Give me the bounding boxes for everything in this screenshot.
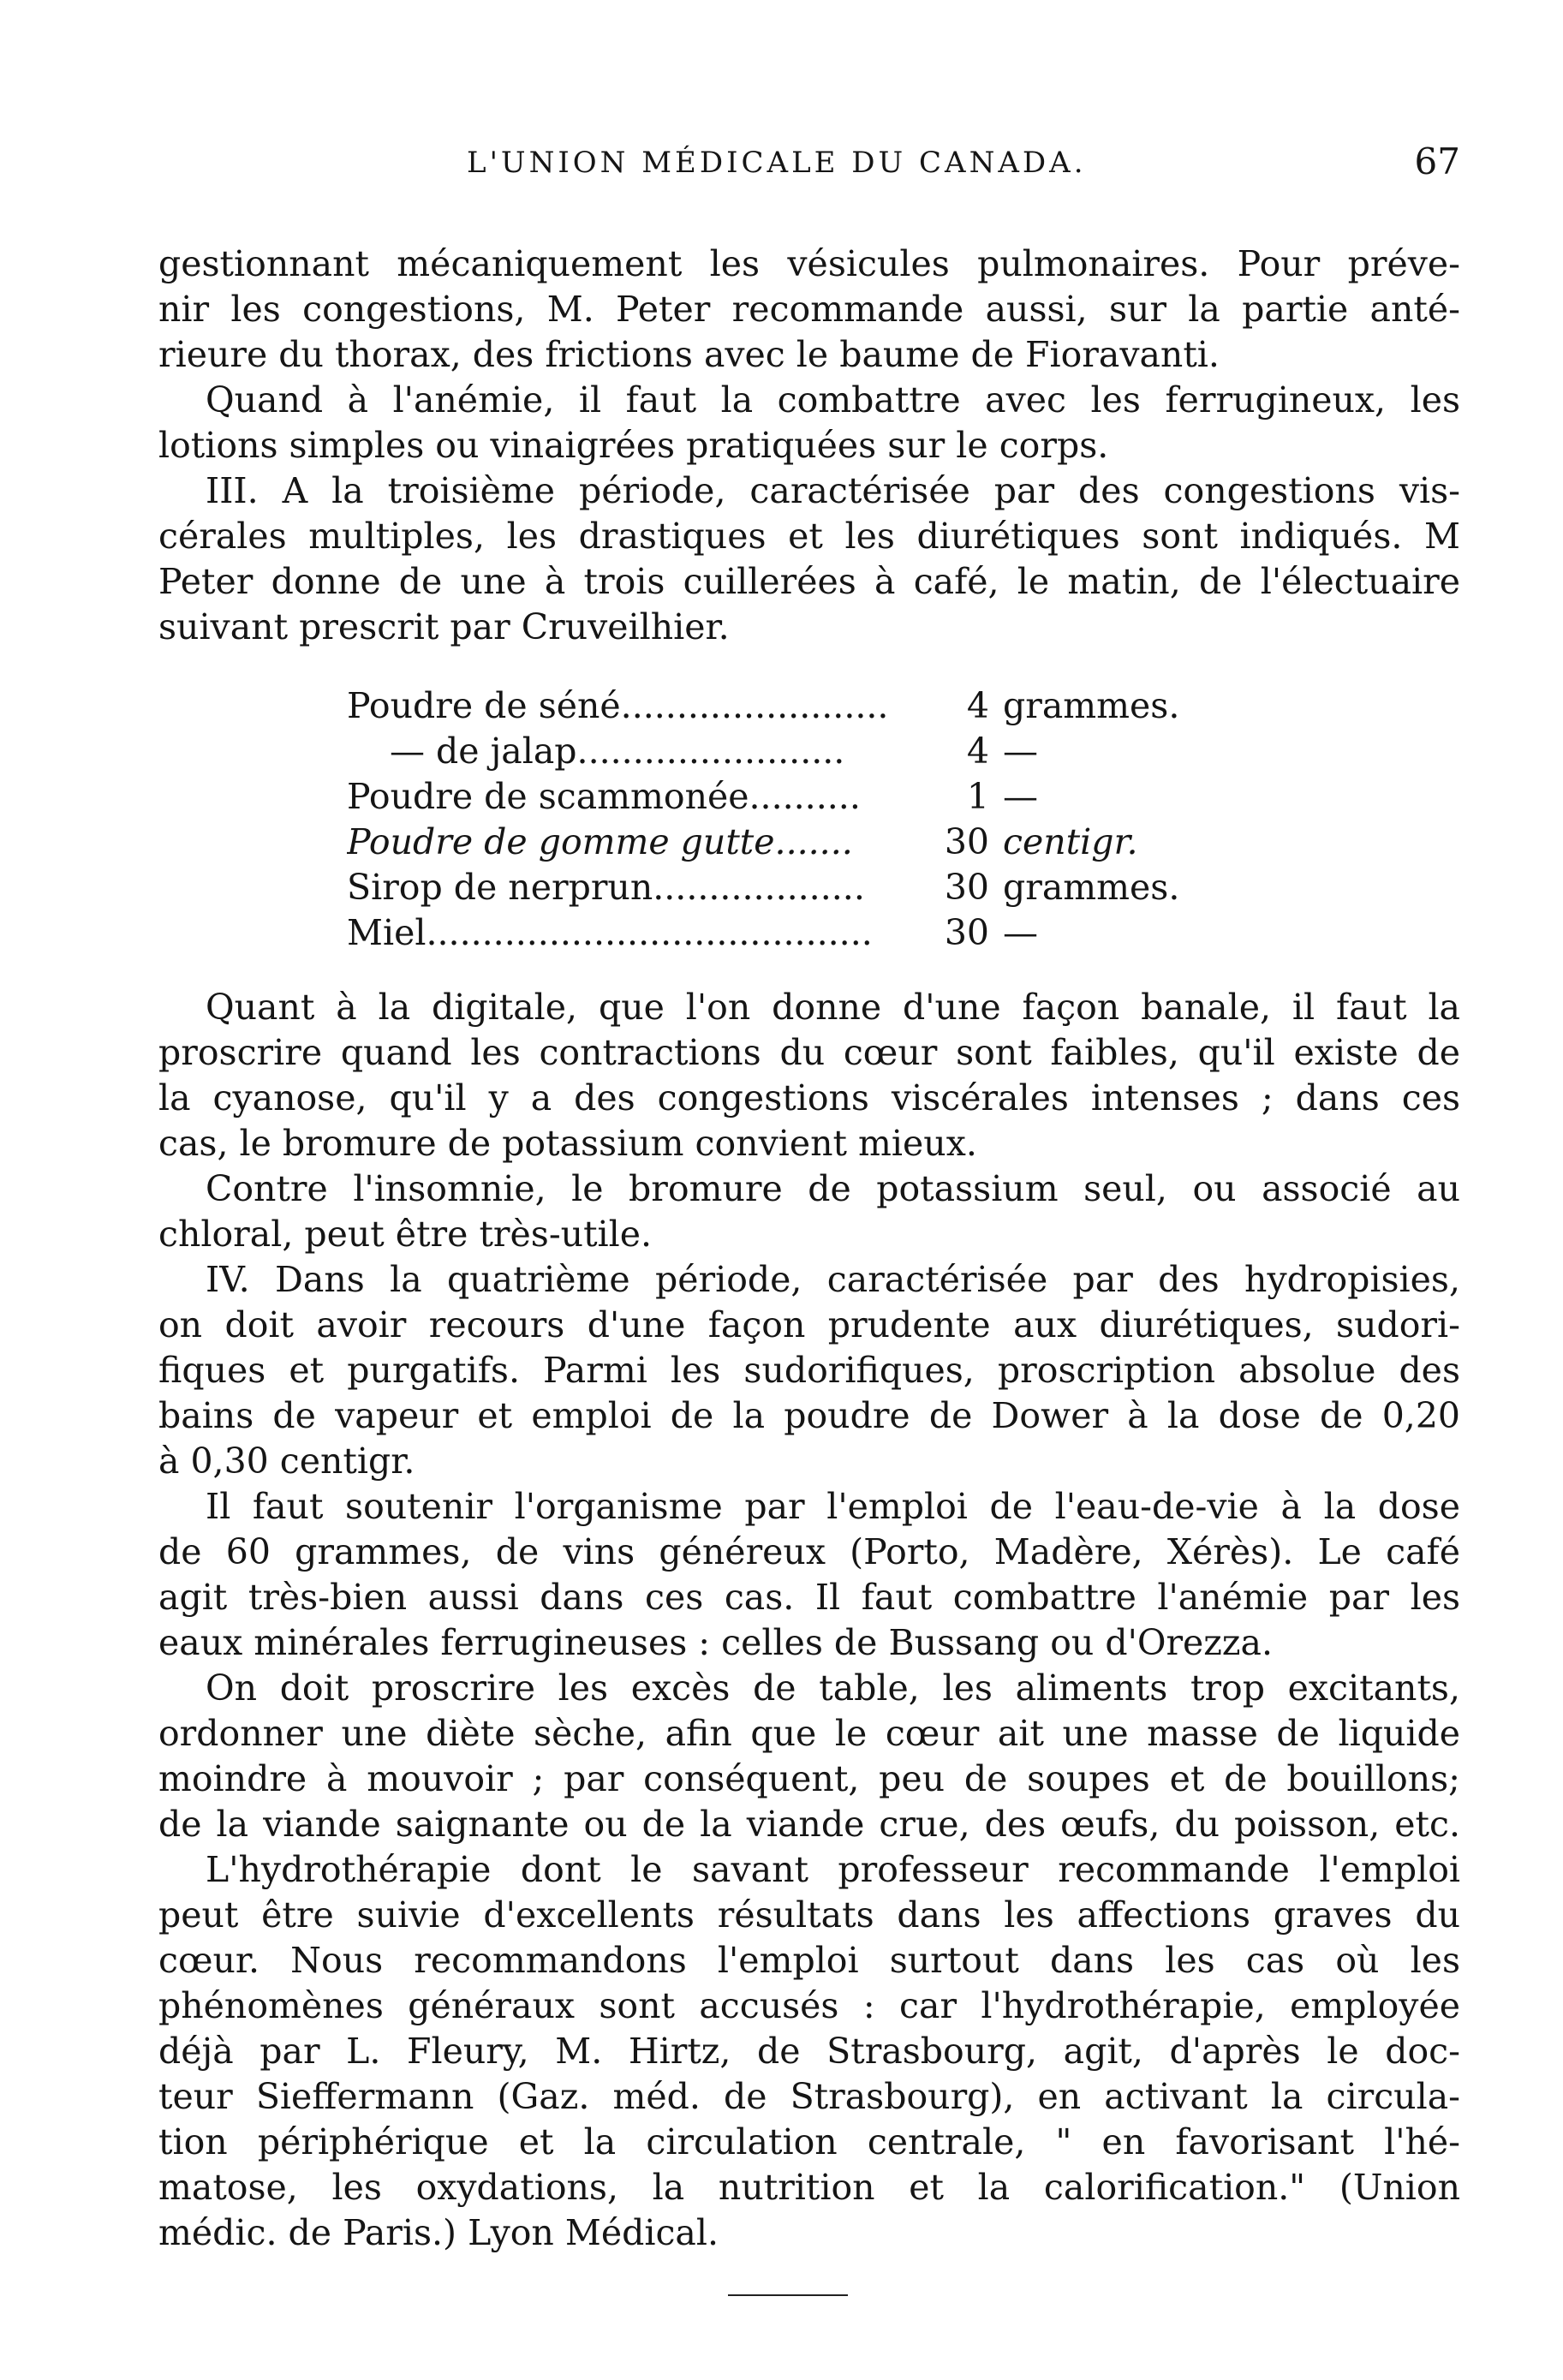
text-line: Quant à la digitale, que l'on donne d'une façon banale, il faut la [206,987,1460,1028]
ingredient-unit: — [1003,776,1038,817]
recipe-row [347,910,1220,956]
text-line: L'hydrothérapie dont le savant professeur recommande l'emploi [206,1849,1460,1890]
footer-rule [728,2294,848,2296]
recipe-list [347,683,1220,956]
text-line: déjà par L. Fleury, M. Hirtz, de Strasbourg, agit, d'après le doc- [158,2031,1460,2072]
text-line: tion périphérique et la circulation centrale, " en favorisant l'hé- [158,2121,1460,2162]
text-line: chloral, peut être très-utile. [158,1214,653,1255]
text-line: la cyanose, qu'il y a des congestions viscérales intenses ; dans ces [158,1077,1460,1118]
page-header [158,140,1460,197]
text-line: nir les congestions, M. Peter recommande aussi, sur la partie anté- [158,289,1460,330]
text-line: teur Sieffermann (Gaz. méd. de Strasbourg), en activant la circula- [158,2076,1460,2117]
text-line: matose, les oxydations, la nutrition et la calorification." (Union [158,2167,1460,2208]
paragraph [158,378,1460,468]
text-line: bains de vapeur et emploi de la poudre de Dower à la dose de 0,20 [158,1395,1460,1436]
text-line: cérales multiples, les drastiques et les diurétiques sont indiqués. M [158,516,1460,557]
text-line: peut être suivie d'excellents résultats dans les affections graves du [158,1894,1460,1936]
ingredient-unit: — [1003,731,1038,772]
text-line: III. A la troisième période, caractérisée par des congestions vis- [206,470,1460,511]
recipe-row [347,820,1220,865]
text-line: lotions simples ou vinaigrées pratiquées sur le corps. [158,425,1109,466]
running-title: L'UNION MÉDICALE DU CANADA. [467,146,1087,180]
text-line: eaux minérales ferrugineuses : celles de Bussang ou d'Orezza. [158,1622,1273,1663]
ingredient-quantity: 1 [966,776,989,817]
text-line: Il faut soutenir l'organisme par l'emploi de l'eau-de-vie à la dose [206,1486,1460,1527]
text-line: rieure du thorax, des frictions avec le baume de Fioravanti. [158,334,1220,375]
text-line: Peter donne de une à trois cuillerées à café, le matin, de l'électuaire [158,561,1460,602]
ingredient-quantity: 30 [944,867,989,908]
text-line: phénomènes généraux sont accusés : car l'hydrothérapie, employée [158,1985,1460,2026]
ingredient-name: — de jalap........................ [390,731,845,772]
body-text-top [158,242,1460,650]
text-line: IV. Dans la quatrième période, caractérisée par des hydropisies, [206,1259,1460,1300]
ingredient-name: Sirop de nerprun................... [347,867,865,908]
text-line: fiques et purgatifs. Parmi les sudorifiques, proscription absolue des [158,1350,1460,1391]
text-line: gestionnant mécaniquement les vésicules pulmonaires. Pour préve- [158,243,1460,284]
ingredient-name: Poudre de gomme gutte....... [347,821,853,862]
text-line: de la viande saignante ou de la viande crue, des œufs, du poisson, etc. [158,1804,1460,1845]
ingredient-quantity: 4 [966,685,989,726]
ingredient-unit: grammes. [1003,867,1180,908]
text-line: de 60 grammes, de vins généreux (Porto, Madère, Xérès). Le café [158,1531,1460,1572]
recipe-row [347,865,1220,910]
paragraph [158,985,1460,1166]
text-line: cas, le bromure de potassium convient mieux. [158,1123,977,1164]
body-text-bottom [158,985,1460,2256]
text-line: on doit avoir recours d'une façon prudente aux diurétiques, sudori- [158,1304,1460,1345]
ingredient-unit: — [1003,912,1038,953]
paragraph [158,1847,1460,2256]
text-line: suivant prescrit par Cruveilhier. [158,606,730,647]
paragraph [158,1166,1460,1257]
ingredient-unit: grammes. [1003,685,1180,726]
text-line: On doit proscrire les excès de table, les aliments trop excitants, [206,1667,1460,1709]
ingredient-name: Miel........................................ [347,912,873,953]
text-line: Contre l'insomnie, le bromure de potassium seul, ou associé au [206,1168,1460,1209]
paragraph [158,1666,1460,1847]
recipe-row [347,729,1220,774]
page-number: 67 [1414,140,1460,182]
ingredient-quantity: 30 [944,912,989,953]
text-line: à 0,30 centigr. [158,1441,415,1482]
recipe-row [347,683,1220,729]
text-line: moindre à mouvoir ; par conséquent, peu de soupes et de bouillons; [158,1758,1460,1799]
ingredient-quantity: 4 [966,731,989,772]
text-line: Quand à l'anémie, il faut la combattre avec les ferrugineux, les [206,379,1460,421]
ingredient-quantity: 30 [944,821,989,862]
paragraph [158,1484,1460,1666]
text-line: proscrire quand les contractions du cœur sont faibles, qu'il existe de [158,1032,1460,1073]
paragraph [158,242,1460,378]
paragraph [158,1257,1460,1484]
ingredient-name: Poudre de séné........................ [347,685,889,726]
ingredient-unit: centigr. [1003,821,1138,862]
text-line: médic. de Paris.) Lyon Médical. [158,2212,719,2253]
text-line: ordonner une diète sèche, afin que le cœur ait une masse de liquide [158,1713,1460,1754]
recipe-row [347,774,1220,820]
ingredient-name: Poudre de scammonée.......... [347,776,861,817]
text-line: agit très-bien aussi dans ces cas. Il faut combattre l'anémie par les [158,1577,1460,1618]
text-line: cœur. Nous recommandons l'emploi surtout dans les cas où les [158,1940,1460,1981]
paragraph [158,468,1460,650]
